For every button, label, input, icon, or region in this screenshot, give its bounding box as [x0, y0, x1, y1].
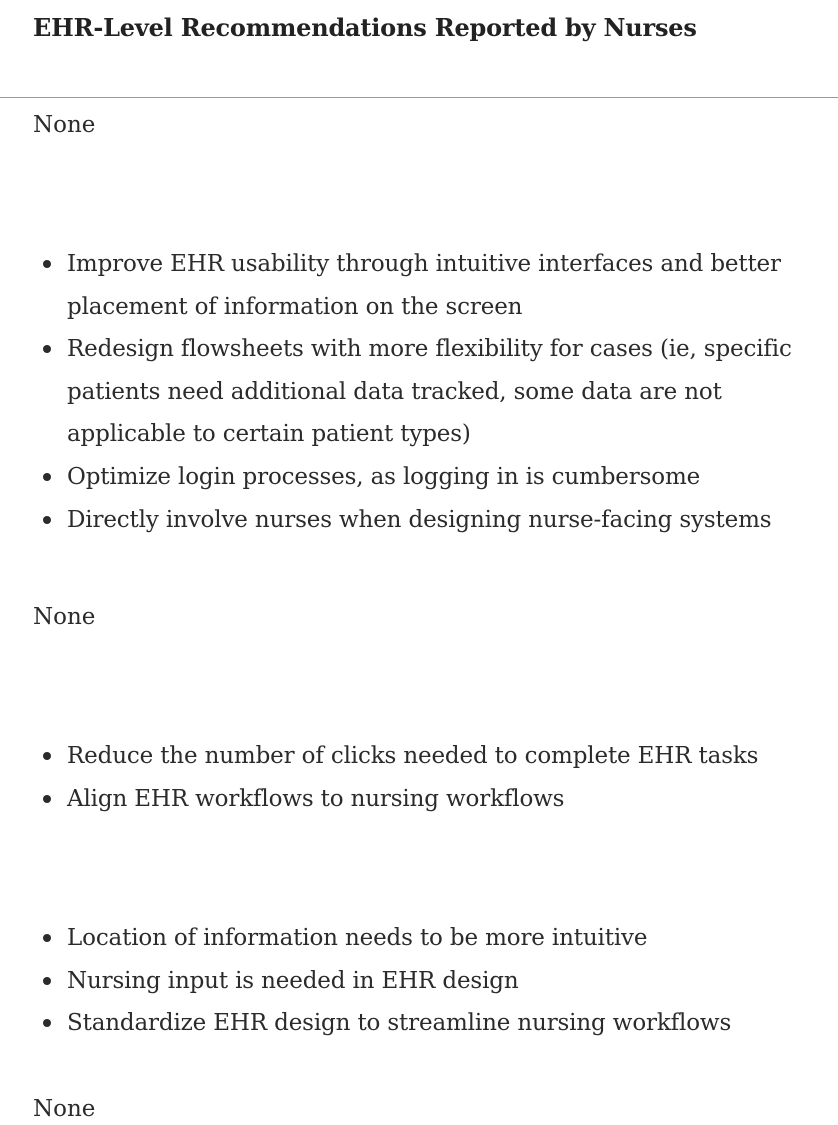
row-text-none: None: [33, 112, 96, 138]
list-item: Directly involve nurses when designing nurse-facing systems: [33, 499, 833, 542]
header-divider: [0, 97, 838, 98]
row-text-none: None: [33, 604, 96, 630]
list-item: Standardize EHR design to streamline nursing workflows: [33, 1002, 833, 1045]
list-item: Redesign flowsheets with more flexibility for cases (ie, specific patients need additional data tracked, some data are not applicable to certain patient types): [33, 328, 833, 456]
list-item: Reduce the number of clicks needed to complete EHR tasks: [33, 735, 833, 778]
row-text-none: None: [33, 1096, 96, 1122]
list-item: Align EHR workflows to nursing workflows: [33, 778, 833, 821]
page-title: EHR-Level Recommendations Reported by Nurses: [33, 13, 697, 42]
recommendation-list: [33, 735, 833, 820]
recommendation-list: [33, 917, 833, 1045]
recommendation-list: [33, 243, 833, 541]
list-item: Improve EHR usability through intuitive interfaces and better placement of information on the screen: [33, 243, 833, 328]
list-item: Location of information needs to be more intuitive: [33, 917, 833, 960]
list-item: Nursing input is needed in EHR design: [33, 960, 833, 1003]
list-item: Optimize login processes, as logging in is cumbersome: [33, 456, 833, 499]
